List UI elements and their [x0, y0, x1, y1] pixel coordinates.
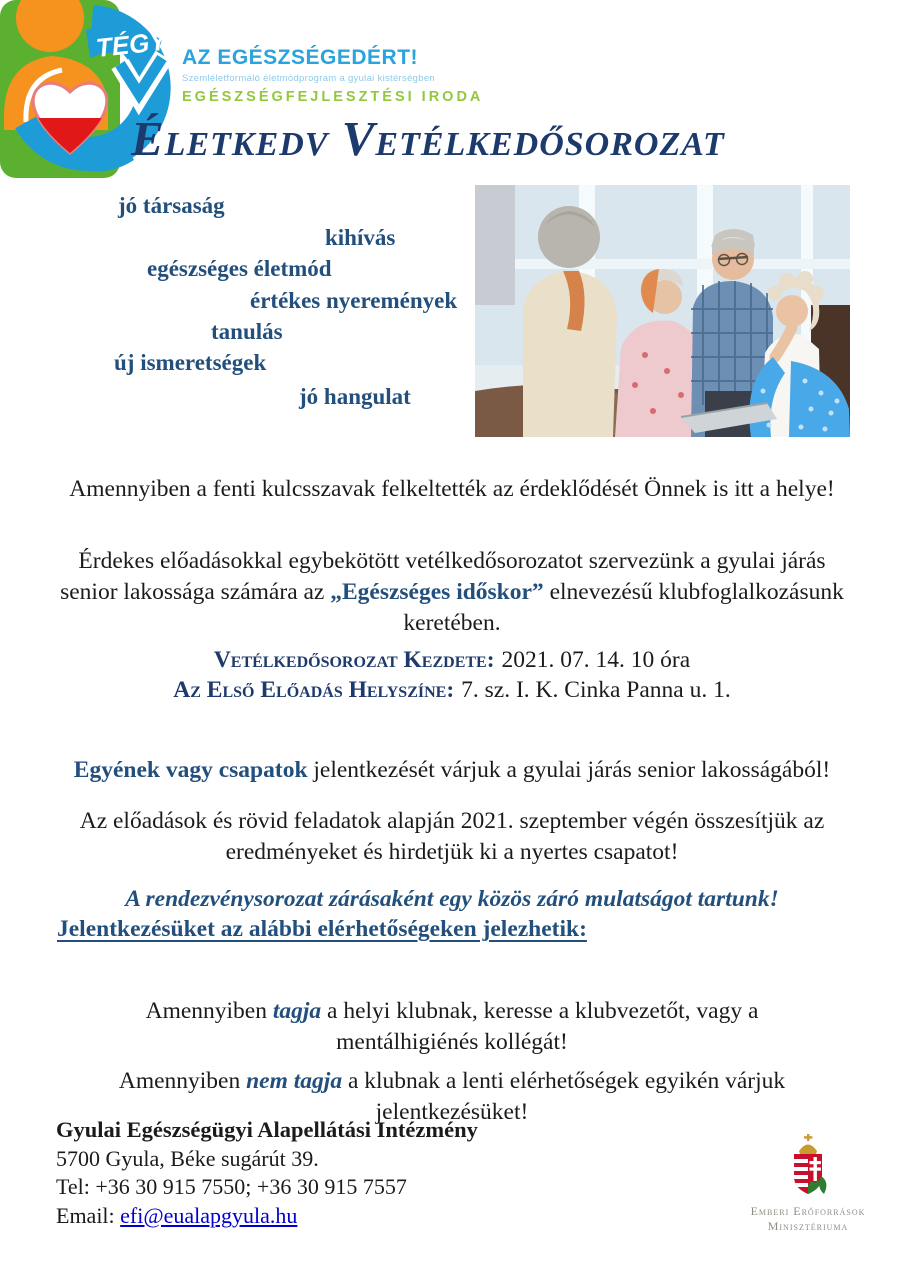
nonmember-before: Amennyiben	[118, 1067, 247, 1094]
svg-text:TÉGY: TÉGY	[94, 25, 169, 63]
member-before: Amennyiben	[145, 997, 273, 1024]
ministry-name-line1: Emberi Erőforrások	[750, 1204, 866, 1218]
page-title: Életkedv Vetélkedősorozat	[131, 111, 725, 166]
keyword: jó hangulat	[299, 384, 411, 409]
institution-email-line	[56, 1202, 478, 1231]
lead-rest: jelentkezését várjuk a gyulai járás senior lakosságából!	[307, 756, 831, 783]
member-after: a helyi klubnak, keresse a klubvezetőt, vagy a mentálhigiénés kollégát!	[321, 997, 759, 1055]
keyword: kihívás	[325, 225, 396, 250]
application-lead	[57, 755, 847, 786]
ministry-logo-block	[733, 1134, 883, 1234]
email-link[interactable]: efi@eualapgyula.hu	[120, 1202, 298, 1228]
contact-heading: Jelentkezésüket az alábbi elérhetőségeken jelezhetik:	[57, 916, 587, 942]
nonmember-after: a klubnak a lenti elérhetőségek egyikén várjuk jelentkezésüket!	[342, 1067, 786, 1125]
ministry-name-line2: Minisztériuma	[767, 1219, 849, 1233]
start-label: Vetélkedősorozat Kezdete:	[213, 647, 495, 673]
keyword: egészséges életmód	[147, 256, 332, 281]
venue-label: Az Első Előadás Helyszíne:	[173, 677, 455, 703]
lead-highlight: Egyének vagy csapatok	[73, 756, 308, 783]
series-paragraph	[57, 546, 847, 639]
nonmember-highlight: nem tagja	[246, 1067, 343, 1094]
footer-contact-block	[56, 1116, 478, 1230]
org-title: AZ EGÉSZSÉGEDÉRT!	[182, 46, 419, 69]
series-text-after: elnevezésű klubfoglalkozásunk keretében.	[403, 578, 844, 636]
member-instructions	[102, 996, 802, 1058]
closing-event-line: A rendezvénysorozat zárásaként egy közös záró mulatságot tartunk!	[125, 885, 779, 912]
club-name-highlight: „Egészséges időskor”	[330, 578, 544, 605]
start-value: 2021. 07. 14. 10 óra	[501, 647, 691, 673]
schedule-start-line	[57, 645, 847, 675]
schedule-block	[57, 645, 847, 705]
venue-value: 7. sz. I. K. Cinka Panna u. 1.	[461, 677, 731, 703]
keyword: új ismeretségek	[114, 350, 267, 375]
schedule-venue-line	[57, 675, 847, 705]
intro-paragraph: Amennyiben a fenti kulcsszavak felkeltették az érdeklődését Önnek is itt a helye!	[69, 475, 835, 502]
keyword: értékes nyeremények	[250, 288, 458, 313]
org-office: EGÉSZSÉGFEJLESZTÉSI IRODA	[182, 89, 484, 105]
email-label: Email:	[56, 1202, 121, 1228]
member-highlight: tagja	[272, 997, 322, 1024]
hungarian-coat-of-arms-icon	[780, 1134, 836, 1200]
institution-name: Gyulai Egészségügyi Alapellátási Intézmény	[56, 1117, 478, 1142]
institution-address: 5700 Gyula, Béke sugárút 39.	[56, 1145, 319, 1171]
institution-phone: Tel: +36 30 915 7550; +36 30 915 7557	[56, 1174, 407, 1199]
series-text-before: Érdekes előadásokkal egybekötött vetélkedősorozatot szervezünk a gyulai járás senior lakossága számára az	[60, 547, 826, 605]
brand-block	[182, 46, 483, 105]
org-subtitle: Szemléletformáló életmódprogram a gyulai kistérségben	[182, 73, 435, 84]
seniors-photo-image	[475, 185, 850, 437]
keyword: jó társaság	[118, 193, 225, 218]
keyword: tanulás	[211, 319, 283, 344]
results-paragraph: Az előadások és rövid feladatok alapján 2021. szeptember végén összesítjük az eredményeket és hirdetjük ki a nyertes csapatot!	[79, 807, 825, 865]
seniors-photo	[475, 185, 850, 437]
